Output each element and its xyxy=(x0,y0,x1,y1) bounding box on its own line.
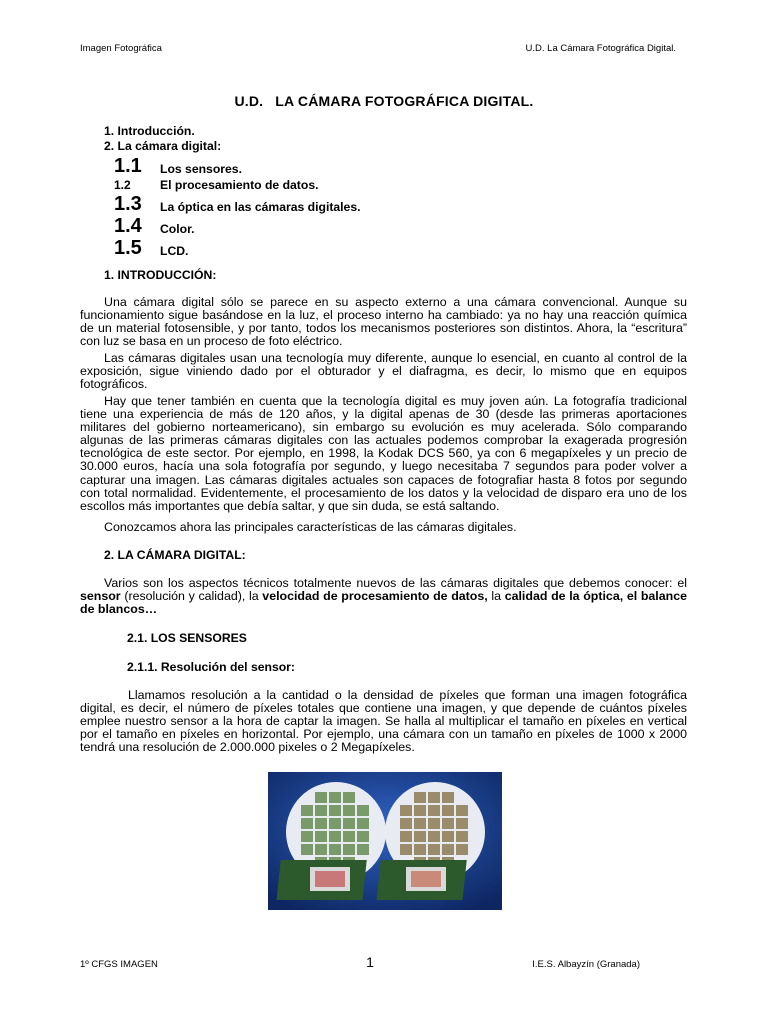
text-run: Varios son los aspectos técnicos totalmente nuevos de las cámaras digitales que debemos conocer: el xyxy=(104,576,687,590)
sensor-tile xyxy=(442,818,454,829)
sensor-tile xyxy=(329,844,341,855)
sensor-tile xyxy=(315,818,327,829)
title-prefix: U.D. xyxy=(234,93,264,109)
paragraph: Conozcamos ahora las principales características de las cámaras digitales. xyxy=(104,520,517,534)
toc-subitem xyxy=(104,154,242,177)
sensor-tile xyxy=(414,805,426,816)
sensor-tile xyxy=(400,805,412,816)
toc-subitem xyxy=(104,176,319,192)
bold-term-velocidad: velocidad de procesamiento de datos, xyxy=(262,589,488,604)
title-main: LA CÁMARA FOTOGRÁFICA DIGITAL. xyxy=(275,93,534,109)
sensor-tile xyxy=(315,844,327,855)
sensor-tile xyxy=(414,818,426,829)
toc-subitem-label: Color. xyxy=(160,222,195,236)
sensor-tile xyxy=(400,818,412,829)
sensor-tile xyxy=(301,805,313,816)
sensor-tile xyxy=(343,818,355,829)
sensor-tile xyxy=(400,844,412,855)
toc-subitem xyxy=(104,192,361,215)
sensor-tile xyxy=(456,831,468,842)
sensor-tile xyxy=(442,805,454,816)
toc-subitem-number: 1.2 xyxy=(114,178,131,192)
sensor-tile xyxy=(301,818,313,829)
footer-right: I.E.S. Albayzín (Granada) xyxy=(532,959,640,970)
sensor-tile xyxy=(428,831,440,842)
bold-term-calidad: calidad de la óptica, el balance de blancos… xyxy=(80,589,687,617)
sensor-tile xyxy=(301,844,313,855)
sensor-illustration xyxy=(268,772,502,910)
subsubsection-heading-resolucion: 2.1.1. Resolución del sensor: xyxy=(127,660,295,674)
bold-term-sensor: sensor xyxy=(80,589,121,604)
toc-item: 1. Introducción. xyxy=(104,124,195,138)
sensor-tile xyxy=(428,792,440,803)
running-header-right: U.D. La Cámara Fotográfica Digital. xyxy=(525,43,676,54)
sensor-tile xyxy=(315,831,327,842)
sensor-tile xyxy=(343,805,355,816)
toc-subitem-label: LCD. xyxy=(160,244,189,258)
toc-subitem-number: 1.5 xyxy=(114,237,142,259)
subsection-heading-sensores: 2.1. LOS SENSORES xyxy=(127,631,247,645)
table-of-contents xyxy=(104,124,361,259)
paragraph-intro-aspects xyxy=(80,577,687,616)
toc-item: 2. La cámara digital: xyxy=(104,139,222,153)
toc-subitem xyxy=(104,236,221,258)
sensor-tile xyxy=(414,844,426,855)
sensor-photo xyxy=(268,772,502,910)
page-number: 1 xyxy=(366,954,374,970)
sensor-tile xyxy=(301,831,313,842)
sensor-tile xyxy=(456,844,468,855)
sensor-tile xyxy=(343,792,355,803)
paragraph: Una cámara digital sólo se parece en su aspecto externo a una cámara convencional. Aunque su funcionamiento sigue basándose en la luz, el proceso interno ha cambiado: ya no hay una reacción química de un material fotosensible, y por tanto, todos los mecanismos posteriores son distintos. Ahora, la “escritura” con luz se basa en un proceso de foto eléctrico. xyxy=(80,295,687,349)
toc-subitem-number: 1.3 xyxy=(114,193,142,215)
sensor-tile xyxy=(400,831,412,842)
sensor-tile xyxy=(357,831,369,842)
sensor-tile xyxy=(442,844,454,855)
sensor-tile xyxy=(329,818,341,829)
toc-subitem-label: Los sensores. xyxy=(160,162,242,176)
sensor-tile xyxy=(414,831,426,842)
toc-subitem-number: 1.1 xyxy=(114,155,142,177)
sensor-tile xyxy=(428,805,440,816)
sensor-tile xyxy=(315,805,327,816)
paragraph-resolution: Llamamos resolución a la cantidad o la densidad de píxeles que forman una imagen fotográfica digital, es decir, el número de píxeles totales que contiene una imagen, y que depende de cuántos píxeles emplee nuestro sensor a la hora de captar la imagen. Se halla al multiplicar el tamaño en píxeles en vertical por el tamaño en píxeles en horizontal. Por ejemplo, una cámara con un tamaño en píxeles de 1000 x 2000 tendrá una resolución de 2.000.000 pixeles o 2 Megapíxeles. xyxy=(80,688,687,755)
sensor-tile xyxy=(456,818,468,829)
sensor-tile xyxy=(343,844,355,855)
sensor-tile xyxy=(442,831,454,842)
sensor-tile xyxy=(428,818,440,829)
document-title xyxy=(0,93,768,109)
sensor-tile xyxy=(357,844,369,855)
sensor-tile xyxy=(357,805,369,816)
sensor-tile xyxy=(315,792,327,803)
running-header-left: Imagen Fotográfica xyxy=(80,43,162,54)
text-run: la xyxy=(487,589,505,604)
paragraph: Las cámaras digitales usan una tecnología muy diferente, aunque lo esencial, en cuanto al control de la exposición, sigue viniendo dado por el obturador y el diafragma, es decir, lo mismo que en equipos fotográficos. xyxy=(80,351,687,392)
text-run: (resolución y calidad), la xyxy=(120,589,263,604)
sensor-tile xyxy=(357,818,369,829)
sensor-tile xyxy=(329,792,341,803)
sensor-tile xyxy=(343,831,355,842)
sensor-tile xyxy=(329,831,341,842)
paragraph: Hay que tener también en cuenta que la tecnología digital es muy joven aún. La fotografía tradicional tiene una experiencia de más de 120 años, y la digital apenas de 30 (desde las primeras aportaciones militares del gobierno norteamericano), sin embargo su evolución es muy acelerada. Sólo comparando algunas de las primeras cámaras digitales con las actuales podemos comprobar la exagerada progresión tecnológica de este sector. Por ejemplo, en 1998, la Kodak DCS 560, ya con 6 megapíxeles y un precio de 30.000 euros, hacía una sola fotografía por segundo, y luego necesitaba 7 segundos para poder volver a capturar una imagen. Las cámaras digitales actuales son capaces de fotografiar hasta 8 fotos por segundo con total normalidad. Evidentemente, el procesamiento de los datos y la velocidad de disparo era uno de los escollos más importantes que debía saltar, y que sin duda, se está saltando. xyxy=(80,394,687,513)
sensor-tile xyxy=(414,792,426,803)
toc-subitem-number: 1.4 xyxy=(114,215,142,237)
footer-left: 1º CFGS IMAGEN xyxy=(80,959,158,970)
sensor-tile xyxy=(442,792,454,803)
sensor-tile xyxy=(456,805,468,816)
toc-subitem-label: El procesamiento de datos. xyxy=(160,178,319,192)
sensor-tile xyxy=(428,844,440,855)
toc-subitem-label: La óptica en las cámaras digitales. xyxy=(160,200,361,214)
sensor-tile xyxy=(329,805,341,816)
section-heading-introduccion: 1. INTRODUCCIÓN: xyxy=(104,268,217,282)
toc-subitem xyxy=(104,214,221,236)
section-heading-camara-digital: 2. LA CÁMARA DIGITAL: xyxy=(104,548,246,562)
